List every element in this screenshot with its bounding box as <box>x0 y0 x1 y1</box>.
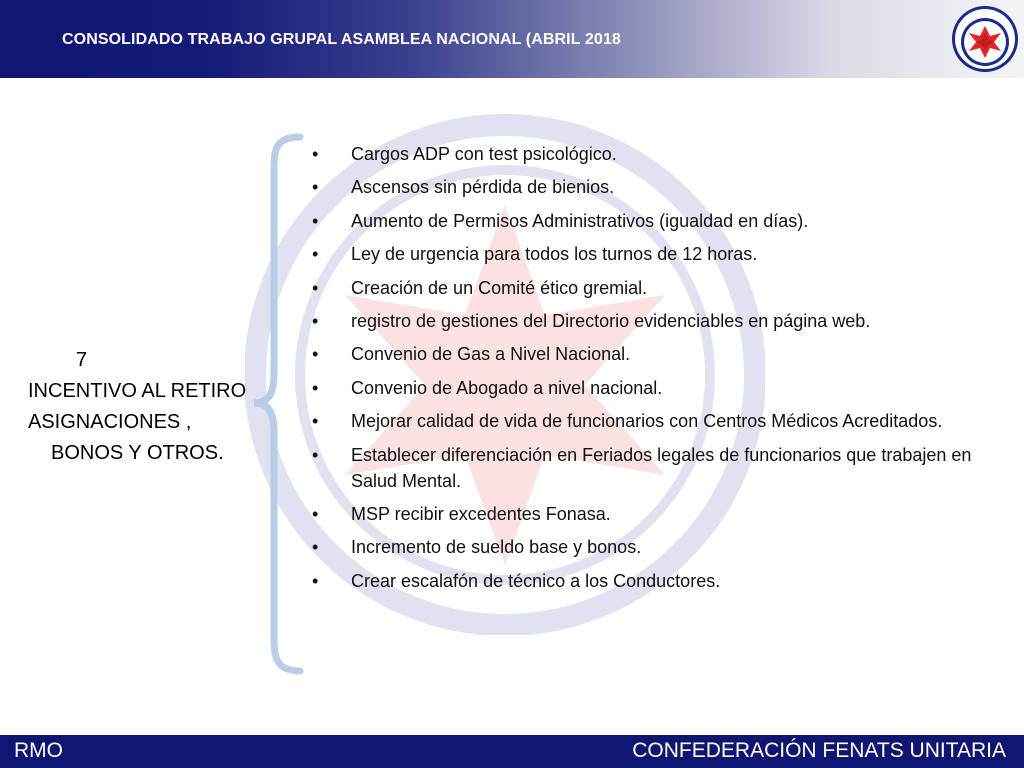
bullet-item <box>312 341 992 367</box>
bullet-text: Incremento de sueldo base y bonos. <box>351 537 642 558</box>
bullet-text: Mejorar calidad de vida de funcionarios con Centros Médicos Acreditados. <box>351 411 943 432</box>
topic-label <box>28 345 268 469</box>
bullet-dot-icon: • <box>312 177 319 198</box>
bullet-dot-icon: • <box>312 503 319 524</box>
bullet-dot-icon: • <box>312 244 319 265</box>
footer-left-text: RMO <box>14 739 63 762</box>
bullet-item <box>312 141 992 167</box>
bullet-item <box>312 501 992 527</box>
topic-line-2: ASIGNACIONES , <box>28 411 192 433</box>
bullet-dot-icon: • <box>312 377 319 398</box>
bullet-dot-icon: • <box>312 537 319 558</box>
footer-right-text: CONFEDERACIÓN FENATS UNITARIA <box>632 739 1006 762</box>
bullet-text: Creación de un Comité ético gremial. <box>351 277 648 298</box>
topic-line-1: INCENTIVO AL RETIRO <box>28 380 247 402</box>
bullet-text: Ley de urgencia para todos los turnos de 12 horas. <box>351 244 758 265</box>
bullet-item <box>312 442 992 494</box>
curly-brace <box>250 133 310 675</box>
bullet-item <box>312 534 992 560</box>
bullet-item <box>312 375 992 401</box>
bullet-list <box>312 141 992 601</box>
bullet-text: MSP recibir excedentes Fonasa. <box>351 503 611 524</box>
bullet-dot-icon: • <box>312 570 319 591</box>
bullet-text: registro de gestiones del Directorio evidenciables en página web. <box>351 310 871 331</box>
header-bar <box>0 0 1024 78</box>
topic-line-3: BONOS Y OTROS. <box>51 442 224 464</box>
bullet-text: Convenio de Abogado a nivel nacional. <box>351 377 663 398</box>
bullet-dot-icon: • <box>312 411 319 432</box>
bullet-dot-icon: • <box>312 444 319 465</box>
footer-bar <box>0 735 1024 768</box>
bullet-item <box>312 275 992 301</box>
bullet-item <box>312 408 992 434</box>
bullet-item <box>312 568 992 594</box>
bullet-item <box>312 208 992 234</box>
bullet-text: Convenio de Gas a Nivel Nacional. <box>351 344 631 365</box>
bullet-text: Ascensos sin pérdida de bienios. <box>351 177 615 198</box>
bullet-item <box>312 308 992 334</box>
bullet-dot-icon: • <box>312 210 319 231</box>
bullet-text: Aumento de Permisos Administrativos (igualdad en días). <box>351 210 809 231</box>
fenats-logo-icon <box>950 2 1020 76</box>
bullet-item <box>312 174 992 200</box>
bullet-dot-icon: • <box>312 310 319 331</box>
bullet-text: Establecer diferenciación en Feriados legales de funcionarios que trabajen en Salud Mental. <box>351 444 972 491</box>
slide-title: CONSOLIDADO TRABAJO GRUPAL ASAMBLEA NACIONAL (ABRIL 2018 <box>62 31 621 48</box>
bullet-text: Cargos ADP con test psicológico. <box>351 144 617 164</box>
bullet-dot-icon: • <box>312 144 319 164</box>
topic-number: 7 <box>76 349 88 371</box>
bullet-dot-icon: • <box>312 344 319 365</box>
bullet-text: Crear escalafón de técnico a los Conductores. <box>351 570 721 591</box>
bullet-dot-icon: • <box>312 277 319 298</box>
bullet-item <box>312 241 992 267</box>
